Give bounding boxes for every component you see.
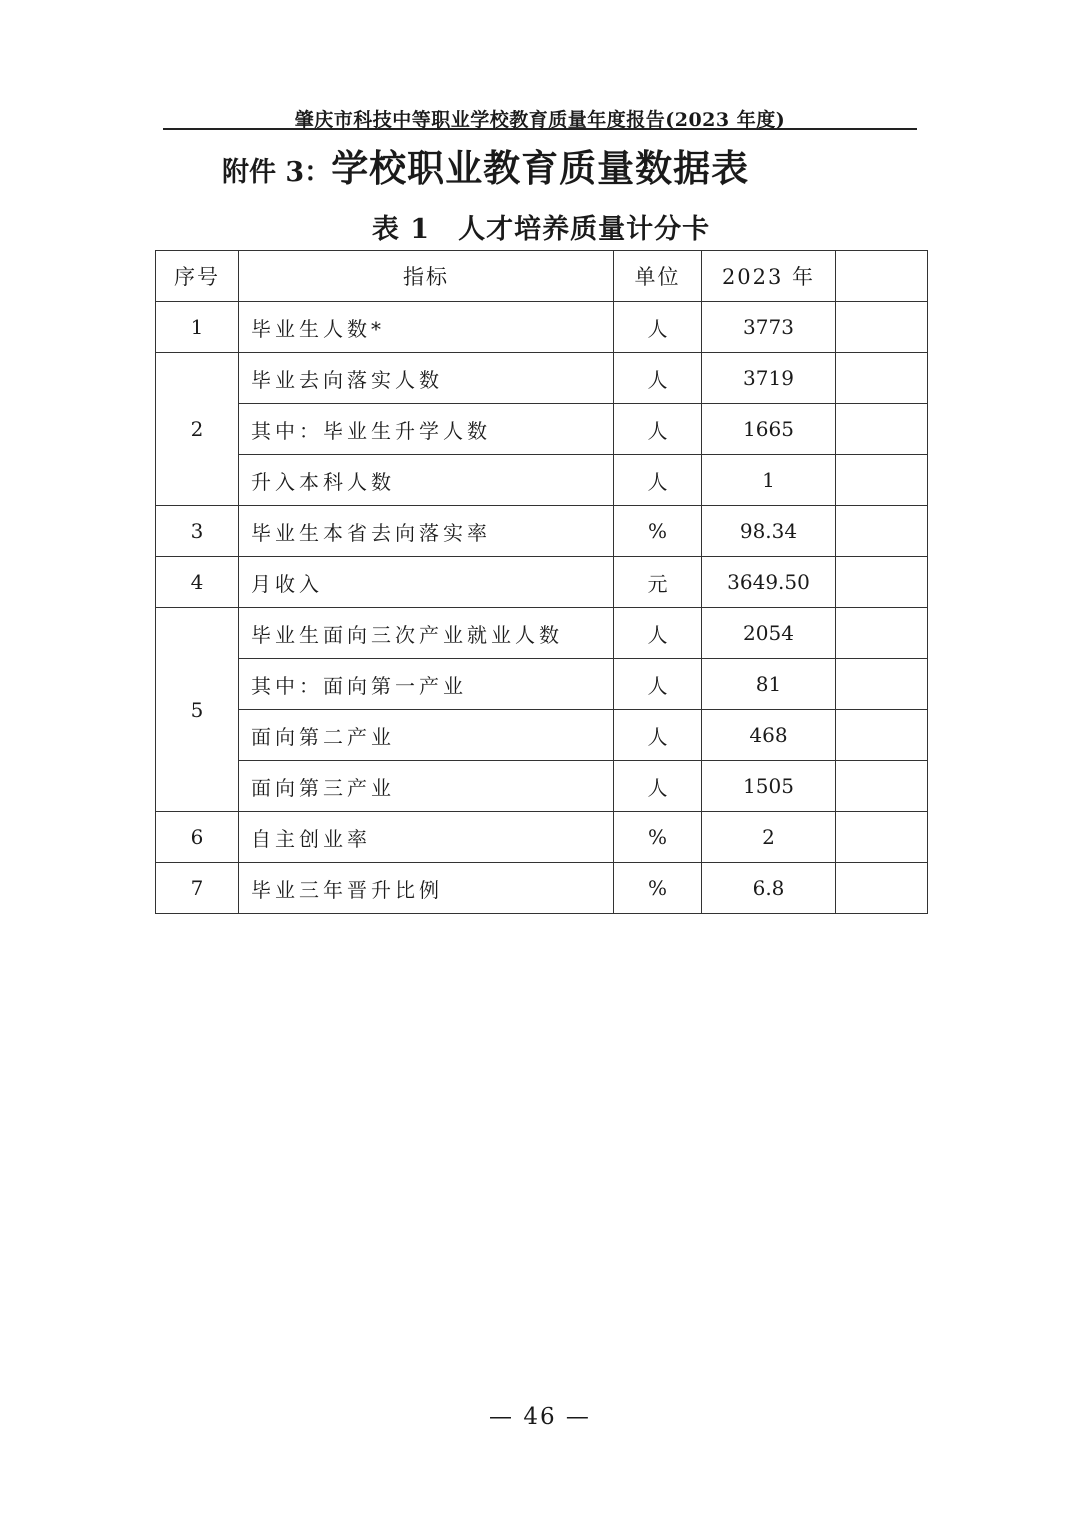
row-seq: 3 bbox=[156, 506, 239, 557]
table-number: 表 1 bbox=[371, 214, 431, 245]
table-row bbox=[156, 863, 928, 914]
row-seq: 1 bbox=[156, 302, 239, 353]
row-extra-empty bbox=[836, 710, 928, 761]
row-value: 3773 bbox=[702, 302, 836, 353]
table-caption bbox=[155, 207, 927, 246]
row-seq: 4 bbox=[156, 557, 239, 608]
row-seq: 5 bbox=[156, 608, 239, 812]
row-value: 468 bbox=[702, 710, 836, 761]
row-value: 2054 bbox=[702, 608, 836, 659]
table-row bbox=[156, 812, 928, 863]
table-header-row bbox=[156, 251, 928, 302]
row-value: 81 bbox=[702, 659, 836, 710]
table-row bbox=[156, 761, 928, 812]
row-extra-empty bbox=[836, 557, 928, 608]
row-extra-empty bbox=[836, 608, 928, 659]
table-row bbox=[156, 710, 928, 761]
header-unit: 单位 bbox=[614, 251, 702, 302]
row-extra-empty bbox=[836, 302, 928, 353]
row-extra-empty bbox=[836, 353, 928, 404]
header-indicator: 指标 bbox=[239, 251, 614, 302]
row-extra-empty bbox=[836, 455, 928, 506]
row-unit: 人 bbox=[614, 302, 702, 353]
row-value: 3719 bbox=[702, 353, 836, 404]
talent-quality-scorecard-table bbox=[155, 250, 928, 914]
row-value: 1665 bbox=[702, 404, 836, 455]
table-row bbox=[156, 659, 928, 710]
row-indicator: 面向第三产业 bbox=[239, 761, 614, 812]
row-seq: 7 bbox=[156, 863, 239, 914]
row-value: 98.34 bbox=[702, 506, 836, 557]
row-unit: % bbox=[614, 812, 702, 863]
header-extra bbox=[836, 251, 928, 302]
report-header-title: 肇庆市科技中等职业学校教育质量年度报告(2023 年度) bbox=[294, 109, 786, 131]
table-row bbox=[156, 608, 928, 659]
page-number: — 46 — bbox=[489, 1404, 591, 1430]
table-row bbox=[156, 455, 928, 506]
header-year: 2023 年 bbox=[702, 251, 836, 302]
table-row bbox=[156, 353, 928, 404]
table-row bbox=[156, 302, 928, 353]
row-value: 6.8 bbox=[702, 863, 836, 914]
row-indicator: 毕业去向落实人数 bbox=[239, 353, 614, 404]
annex-title bbox=[222, 138, 749, 192]
row-unit: 人 bbox=[614, 455, 702, 506]
row-value: 1505 bbox=[702, 761, 836, 812]
header-rule bbox=[163, 128, 917, 130]
row-unit: 人 bbox=[614, 761, 702, 812]
header-seq: 序号 bbox=[156, 251, 239, 302]
row-indicator: 自主创业率 bbox=[239, 812, 614, 863]
table-body bbox=[156, 302, 928, 914]
row-unit: 人 bbox=[614, 353, 702, 404]
annex-main-title: 学校职业教育质量数据表 bbox=[331, 146, 750, 190]
row-value: 1 bbox=[702, 455, 836, 506]
row-unit: % bbox=[614, 863, 702, 914]
row-unit: % bbox=[614, 506, 702, 557]
row-extra-empty bbox=[836, 404, 928, 455]
table-row bbox=[156, 404, 928, 455]
row-indicator: 面向第二产业 bbox=[239, 710, 614, 761]
row-unit: 元 bbox=[614, 557, 702, 608]
row-indicator: 升入本科人数 bbox=[239, 455, 614, 506]
row-indicator: 其中：毕业生升学人数 bbox=[239, 404, 614, 455]
row-seq: 2 bbox=[156, 353, 239, 506]
row-value: 3649.50 bbox=[702, 557, 836, 608]
row-indicator: 毕业生面向三次产业就业人数 bbox=[239, 608, 614, 659]
row-unit: 人 bbox=[614, 404, 702, 455]
row-indicator: 毕业三年晋升比例 bbox=[239, 863, 614, 914]
row-unit: 人 bbox=[614, 608, 702, 659]
row-extra-empty bbox=[836, 506, 928, 557]
row-indicator: 其中：面向第一产业 bbox=[239, 659, 614, 710]
row-indicator: 毕业生人数* bbox=[239, 302, 614, 353]
row-extra-empty bbox=[836, 812, 928, 863]
row-seq: 6 bbox=[156, 812, 239, 863]
row-extra-empty bbox=[836, 863, 928, 914]
row-indicator: 毕业生本省去向落实率 bbox=[239, 506, 614, 557]
row-extra-empty bbox=[836, 761, 928, 812]
row-value: 2 bbox=[702, 812, 836, 863]
annex-prefix: 附件 3： bbox=[222, 157, 332, 188]
table-row bbox=[156, 557, 928, 608]
row-unit: 人 bbox=[614, 659, 702, 710]
table-row bbox=[156, 506, 928, 557]
row-extra-empty bbox=[836, 659, 928, 710]
table-title: 人才培养质量计分卡 bbox=[458, 214, 711, 245]
row-unit: 人 bbox=[614, 710, 702, 761]
row-indicator: 月收入 bbox=[239, 557, 614, 608]
